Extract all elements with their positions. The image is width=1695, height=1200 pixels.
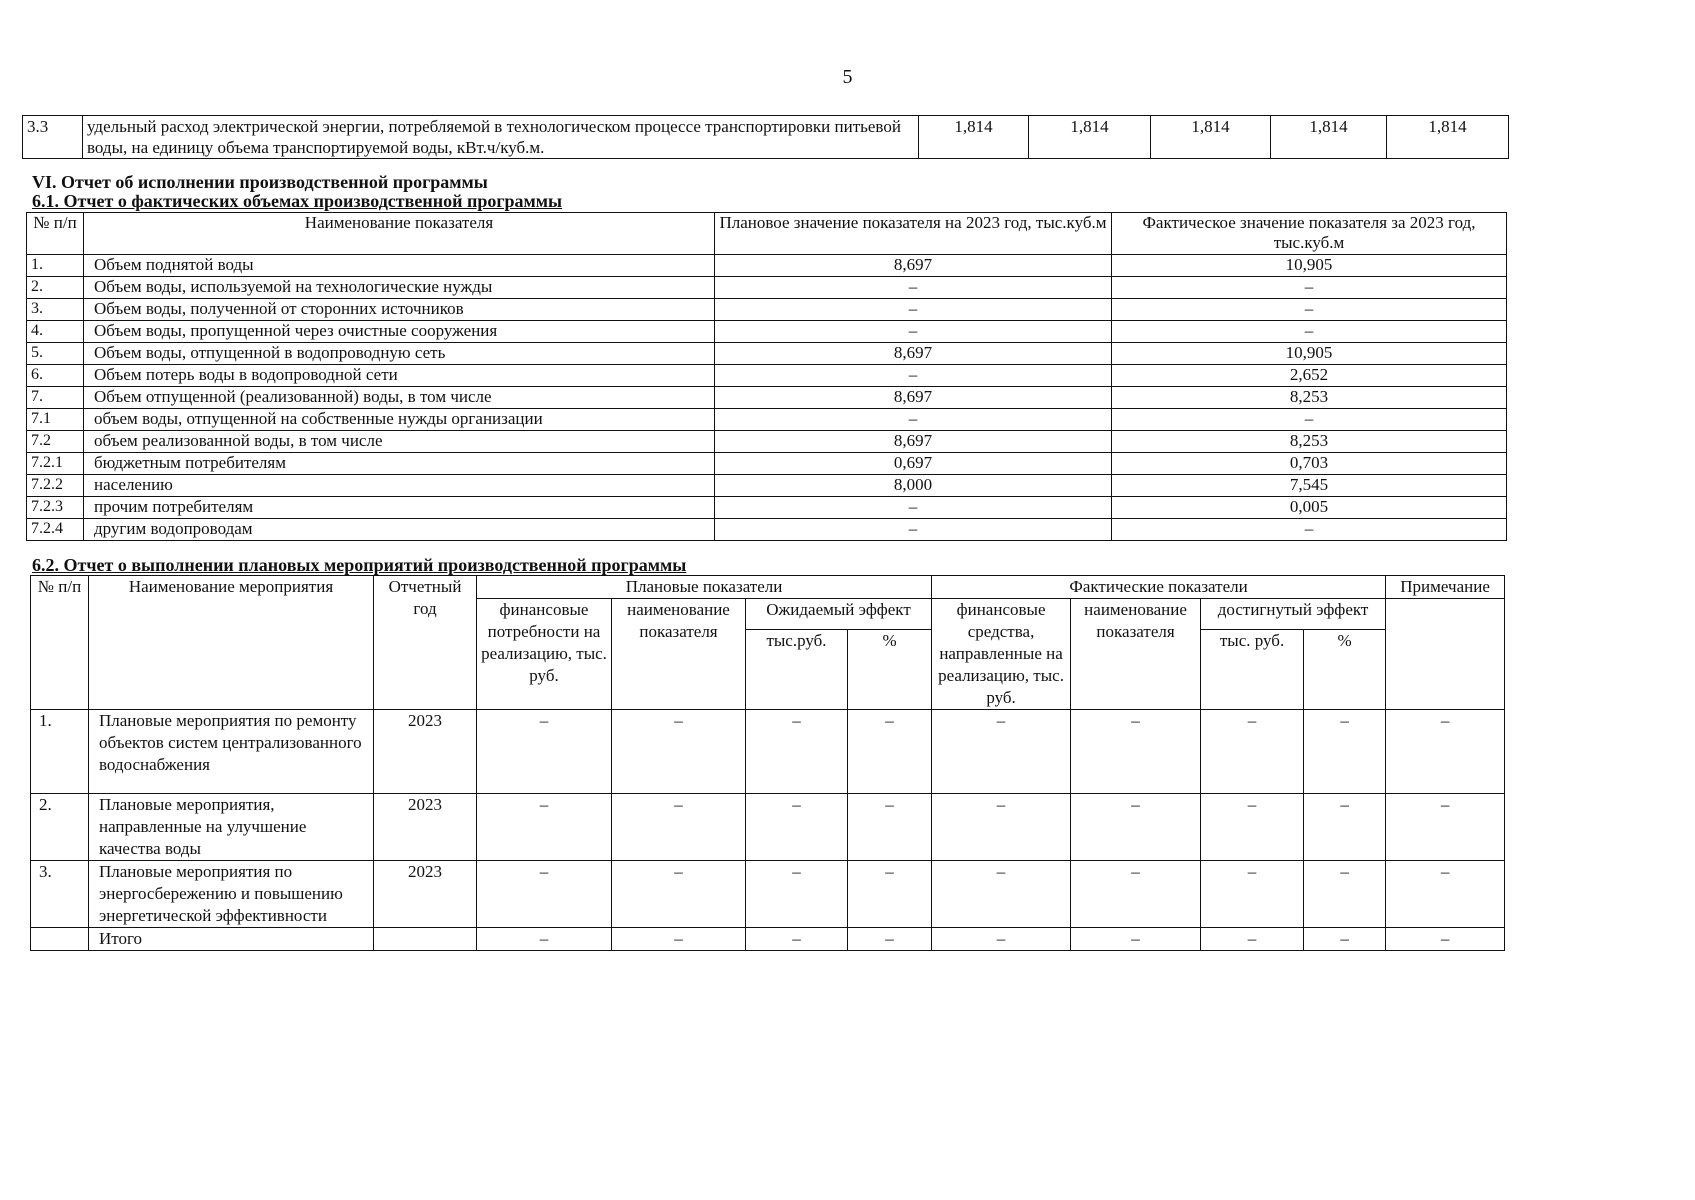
- indicator-name: другим водопроводам: [84, 519, 715, 541]
- row-number: 2.: [31, 794, 89, 861]
- dash-cell: –: [1386, 928, 1505, 951]
- header-year: Отчетный год: [374, 576, 477, 710]
- header-planned: Плановые показатели: [477, 576, 932, 599]
- table-row: [27, 519, 1507, 541]
- row-number: 7.2.2: [27, 475, 84, 497]
- dash-cell: –: [848, 861, 932, 928]
- row-number: 3.3: [23, 116, 83, 159]
- plan-value: 0,697: [715, 453, 1112, 475]
- measure-name: Плановые мероприятия по ремонту объектов систем централизованного водоснабжения: [89, 710, 374, 794]
- value-cell: 1,814: [1271, 116, 1387, 159]
- value-cell: 1,814: [919, 116, 1029, 159]
- header-fact-indicator: наименование показателя: [1071, 599, 1201, 710]
- table-row: [27, 497, 1507, 519]
- table-body: [31, 710, 1505, 951]
- dash-cell: –: [848, 710, 932, 794]
- table-row: [27, 343, 1507, 365]
- indicator-name: Объем воды, используемой на технологические нужды: [84, 277, 715, 299]
- dash-cell: –: [1304, 928, 1386, 951]
- measure-name: Плановые мероприятия, направленные на улучшение качества воды: [89, 794, 374, 861]
- header-plan-rub: тыс.руб.: [746, 630, 848, 710]
- table-row: [27, 255, 1507, 277]
- row-number: 7.: [27, 387, 84, 409]
- indicator-name: объем реализованной воды, в том числе: [84, 431, 715, 453]
- fact-value: 8,253: [1112, 431, 1507, 453]
- subsection-title-6-1: 6.1. Отчет о фактических объемах производственной программы: [32, 191, 563, 211]
- dash-cell: –: [1071, 928, 1201, 951]
- indicator-name: Объем поднятой воды: [84, 255, 715, 277]
- indicator-name: удельный расход электрической энергии, потребляемой в технологическом процессе транспортировки питьевой воды, на единицу объема транспортируемой воды, кВт.ч/куб.м.: [83, 116, 919, 159]
- dash-cell: –: [1201, 861, 1304, 928]
- table-row: [27, 431, 1507, 453]
- indicator-name: бюджетным потребителям: [84, 453, 715, 475]
- indicator-name: объем воды, отпущенной на собственные нужды организации: [84, 409, 715, 431]
- dash-cell: –: [932, 928, 1071, 951]
- subsection-title-6-2: 6.2. Отчет о выполнении плановых мероприятий производственной программы: [32, 555, 687, 575]
- row-number: 7.1: [27, 409, 84, 431]
- dash-cell: –: [1071, 861, 1201, 928]
- planned-measures-table: [30, 575, 1505, 951]
- header-fact-rub: тыс. руб.: [1201, 630, 1304, 710]
- dash-cell: –: [477, 928, 612, 951]
- row-number: 6.: [27, 365, 84, 387]
- plan-value: 8,697: [715, 255, 1112, 277]
- dash-cell: –: [1304, 794, 1386, 861]
- fact-value: 2,652: [1112, 365, 1507, 387]
- indicator-name: Объем воды, полученной от сторонних источников: [84, 299, 715, 321]
- table-row: [27, 321, 1507, 343]
- dash-cell: –: [1386, 794, 1505, 861]
- dash-cell: –: [848, 794, 932, 861]
- fact-value: 0,703: [1112, 453, 1507, 475]
- dash-cell: –: [1201, 710, 1304, 794]
- fact-value: –: [1112, 277, 1507, 299]
- dash-cell: –: [1386, 710, 1505, 794]
- header-fact-pct: %: [1304, 630, 1386, 710]
- fact-value: 0,005: [1112, 497, 1507, 519]
- fact-value: –: [1112, 321, 1507, 343]
- measure-name: Плановые мероприятия по энергосбережению и повышению энергетической эффективности: [89, 861, 374, 928]
- value-cell: 1,814: [1151, 116, 1271, 159]
- plan-value: –: [715, 497, 1112, 519]
- section-title: VI. Отчет об исполнении производственной программы: [32, 172, 488, 192]
- indicator-name: прочим потребителям: [84, 497, 715, 519]
- row-number: 5.: [27, 343, 84, 365]
- dash-cell: –: [1201, 794, 1304, 861]
- dash-cell: –: [1386, 861, 1505, 928]
- plan-value: 8,697: [715, 343, 1112, 365]
- plan-value: –: [715, 519, 1112, 541]
- dash-cell: –: [612, 794, 746, 861]
- row-number: 1.: [27, 255, 84, 277]
- fact-value: –: [1112, 299, 1507, 321]
- plan-value: –: [715, 299, 1112, 321]
- header-note-blank: [1386, 599, 1505, 710]
- table-row: [31, 861, 1505, 928]
- table-row: [31, 710, 1505, 794]
- reporting-year: [374, 928, 477, 951]
- dash-cell: –: [932, 794, 1071, 861]
- value-cell: 1,814: [1387, 116, 1509, 159]
- header-actual: Фактические показатели: [932, 576, 1386, 599]
- table-row: [23, 116, 1509, 159]
- header-name: Наименование мероприятия: [89, 576, 374, 710]
- table-header-row: [31, 576, 1505, 599]
- dash-cell: –: [612, 861, 746, 928]
- fact-value: 10,905: [1112, 255, 1507, 277]
- indicator-name: населению: [84, 475, 715, 497]
- row-number: 2.: [27, 277, 84, 299]
- energy-consumption-table: [22, 115, 1509, 159]
- table-row: [27, 365, 1507, 387]
- dash-cell: –: [1304, 710, 1386, 794]
- indicator-name: Объем отпущенной (реализованной) воды, в том числе: [84, 387, 715, 409]
- dash-cell: –: [746, 928, 848, 951]
- total-label: Итого: [89, 928, 374, 951]
- dash-cell: –: [612, 928, 746, 951]
- dash-cell: –: [746, 861, 848, 928]
- row-number: [31, 928, 89, 951]
- row-number: 7.2.3: [27, 497, 84, 519]
- dash-cell: –: [477, 794, 612, 861]
- indicator-name: Объем потерь воды в водопроводной сети: [84, 365, 715, 387]
- header-plan-pct: %: [848, 630, 932, 710]
- header-num: № п/п: [27, 213, 84, 255]
- header-num: № п/п: [31, 576, 89, 710]
- dash-cell: –: [746, 710, 848, 794]
- table-row: [27, 475, 1507, 497]
- row-number: 7.2.1: [27, 453, 84, 475]
- row-number: 3.: [27, 299, 84, 321]
- plan-value: 8,697: [715, 431, 1112, 453]
- dash-cell: –: [848, 928, 932, 951]
- dash-cell: –: [1201, 928, 1304, 951]
- table-row: [27, 453, 1507, 475]
- indicator-name: Объем воды, пропущенной через очистные сооружения: [84, 321, 715, 343]
- reporting-year: 2023: [374, 710, 477, 794]
- plan-value: –: [715, 409, 1112, 431]
- table-header-row: [27, 213, 1507, 255]
- header-plan-fin: финансовые потребности на реализацию, тыс. руб.: [477, 599, 612, 710]
- header-note: Примечание: [1386, 576, 1505, 599]
- reporting-year: 2023: [374, 794, 477, 861]
- indicator-name: Объем воды, отпущенной в водопроводную сеть: [84, 343, 715, 365]
- dash-cell: –: [1071, 710, 1201, 794]
- fact-value: 10,905: [1112, 343, 1507, 365]
- header-fact: Фактическое значение показателя за 2023 год, тыс.куб.м: [1112, 213, 1507, 255]
- fact-value: 8,253: [1112, 387, 1507, 409]
- header-plan-effect: Ожидаемый эффект: [746, 599, 932, 630]
- table-row: [27, 409, 1507, 431]
- table-row: [27, 299, 1507, 321]
- dash-cell: –: [932, 861, 1071, 928]
- fact-value: –: [1112, 519, 1507, 541]
- page-number: 5: [842, 66, 853, 88]
- header-plan-indicator: наименование показателя: [612, 599, 746, 710]
- dash-cell: –: [612, 710, 746, 794]
- table-row: [27, 277, 1507, 299]
- header-fact-effect: достигнутый эффект: [1201, 599, 1386, 630]
- table-row: [31, 794, 1505, 861]
- dash-cell: –: [932, 710, 1071, 794]
- dash-cell: –: [1071, 794, 1201, 861]
- plan-value: –: [715, 277, 1112, 299]
- reporting-year: 2023: [374, 861, 477, 928]
- table-row: [27, 387, 1507, 409]
- dash-cell: –: [746, 794, 848, 861]
- row-number: 3.: [31, 861, 89, 928]
- plan-value: –: [715, 321, 1112, 343]
- header-fact-fin: финансовые средства, направленные на реализацию, тыс. руб.: [932, 599, 1071, 710]
- dash-cell: –: [1304, 861, 1386, 928]
- row-number: 4.: [27, 321, 84, 343]
- row-number: 7.2.4: [27, 519, 84, 541]
- total-row: [31, 928, 1505, 951]
- table-body: [27, 255, 1507, 541]
- row-number: 7.2: [27, 431, 84, 453]
- fact-value: –: [1112, 409, 1507, 431]
- plan-value: 8,697: [715, 387, 1112, 409]
- fact-value: 7,545: [1112, 475, 1507, 497]
- header-plan: Плановое значение показателя на 2023 год, тыс.куб.м: [715, 213, 1112, 255]
- header-name: Наименование показателя: [84, 213, 715, 255]
- dash-cell: –: [477, 710, 612, 794]
- dash-cell: –: [477, 861, 612, 928]
- plan-value: –: [715, 365, 1112, 387]
- value-cell: 1,814: [1029, 116, 1151, 159]
- actual-volumes-table: [26, 212, 1507, 541]
- plan-value: 8,000: [715, 475, 1112, 497]
- row-number: 1.: [31, 710, 89, 794]
